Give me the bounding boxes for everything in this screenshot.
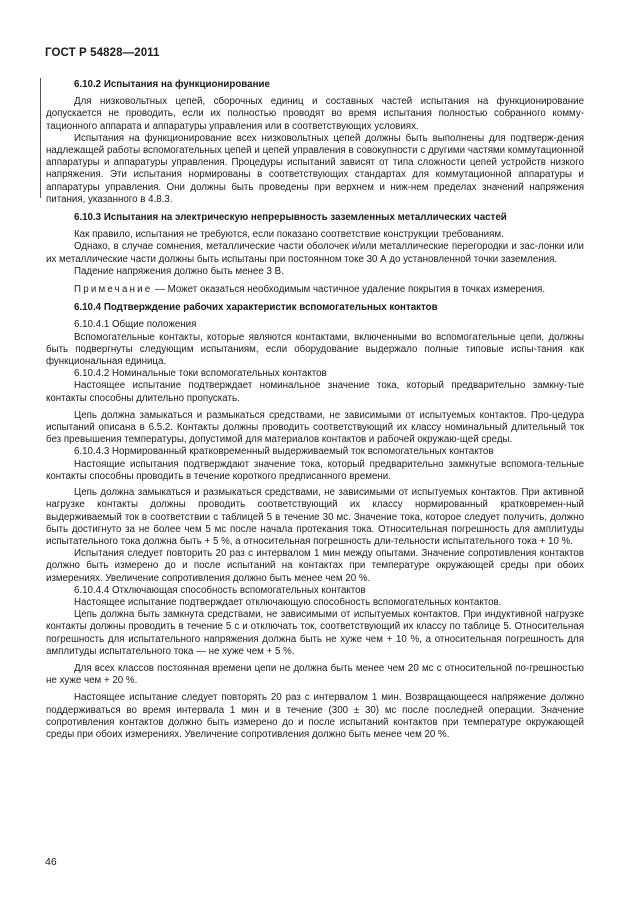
paragraph: Для всех классов постоянная времени цепи не должна быть менее чем 20 мс с относительной по-грешностью не хуже чем + 20 %.: [46, 662, 584, 687]
paragraph: Для низковольтных цепей, сборочных единиц и составных частей испытания на функционирование допускается не проводить, если их полностью проводят во время испытания полностью собранного комму-тационного аппарата и аппаратуры управления или в соответствующих условиях.: [46, 96, 584, 132]
paragraph: Падение напряжения должно быть менее 3 В.: [74, 265, 284, 277]
subsection-heading: 6.10.4.1 Общие положения: [74, 319, 197, 331]
subsection-heading: 6.10.4.2 Номинальные токи вспомогательных контактов: [74, 368, 327, 380]
paragraph: Цепь должна быть замкнута средствами, не зависимыми от испытуемых контактов. При индуктивной нагрузке контакты должны проводить в течение 5 с и отключать ток, соответствующий их классу по таблице 5. Относительная погрешность для испытательного напряжения должна быть не хуже чем + 10 %, а относительная погрешность для амплитуды испытательного тока — не хуже чем + 5 %.: [46, 609, 584, 657]
page-body: [46, 79, 584, 741]
paragraph: Цепь должна замыкаться и размыкаться средствами, не зависимыми от испытуемых контактов. Про-цедура испытаний описана в 6.5.2. Контакты должны проводить соответствующий их классу номинальный длительный ток без превышения температуры, допустимой для материалов контактов и рабочей окружаю-щей среды.: [46, 409, 584, 446]
paragraph: Испытания на функционирование всех низковольтных цепей должны быть выполнены для подтверж-дения надлежащей работы вспомогательных цепей и цепей управления в совокупности с другими частями коммутационной аппаратуры и аппаратуры управления. Процедуры испытаний зависят от типа сложности цепей устройств низкого напряжения. Эти испытания нормированы в соответствующих стандартах для коммутационной аппаратуры и аппаратуры управления. Они должны быть проведены при верхнем и ниж-нем пределах значений напряжения питания, указанного в 4.8.3.: [46, 132, 584, 205]
note: [46, 284, 584, 296]
section-heading-6-10-4: 6.10.4 Подтверждение рабочих характеристик вспомогательных контактов: [74, 302, 438, 314]
document-header: ГОСТ Р 54828—2011: [45, 47, 160, 59]
note-text: — Может оказаться необходимым частичное удаление покрытия в точках измерения.: [152, 284, 546, 296]
margin-rule: [40, 78, 41, 198]
paragraph: Как правило, испытания не требуются, если показано соответствие конструкции требованиям.: [74, 229, 504, 241]
paragraph: Настоящее испытание подтверждает отключающую способность вспомогательных контактов.: [74, 596, 502, 608]
paragraph: Настоящее испытание подтверждает номинальное значение тока, который предварительно замкну-тые контакты способны длительно пропускать.: [46, 380, 584, 404]
paragraph: Настоящие испытания подтверждают значение тока, который предварительно замкнутые вспомога-тельные контакты способны проводить в течение короткого предписанного времени.: [46, 458, 584, 482]
section-heading-6-10-2: 6.10.2 Испытания на функционирование: [74, 79, 270, 90]
note-label: Примечание: [74, 284, 153, 296]
page-number: 46: [45, 856, 57, 868]
section-heading-6-10-3: 6.10.3 Испытания на электрическую непрерывность заземленных металлических частей: [74, 212, 507, 224]
subsection-heading: 6.10.4.4 Отключающая способность вспомогательных контактов: [74, 584, 366, 596]
paragraph: Вспомогательные контакты, которые являются контактами, включенными во вспомогательные цепи, должны быть подвергнуты следующим испытаниям, если оборудование выдержало полные типовые испы-тания как функциональная единица.: [46, 331, 584, 368]
paragraph: Испытания следует повторить 20 раз с интервалом 1 мин между опытами. Значение сопротивления контактов должно быть измерено до и после испытаний на контактах при температуре окружающей среды при обоих измерениях. Увеличение сопротивления должно быть менее чем 20 %.: [46, 548, 584, 584]
paragraph: Цепь должна замыкаться и размыкаться средствами, не зависимыми от испытуемых контактов. При активной нагрузке контакты должны проводить соответствующий их классу нормированный кратковремен-ный выдерживаемый ток в соответствии с таблицей 5 в течение 30 мс. Значение тока, которое следует получить, должно быть достигнуто за не более чем 5 мс после начала протекания тока. Относительная погрешность для амплитуды испытательного тока должна быть + 5 %, а относительная погрешность дли-тельности испытательного тока + 10 %.: [46, 487, 584, 547]
subsection-heading: 6.10.4.3 Нормированный кратковременный выдерживаемый ток вспомогательных контактов: [74, 446, 494, 458]
paragraph: Однако, в случае сомнения, металлические части оболочек и/или металлические перегородки и зас-лонки или их металлические части должны быть испытаны при постоянном токе 30 А до установленной точки заземления.: [46, 241, 584, 265]
paragraph: Настоящее испытание следует повторять 20 раз с интервалом 1 мин. Возвращающееся напряжение должно поддерживаться во время интервала 1 мин и в течение (300 ± 30) мс после последней операции. Значение сопротивления контактов должно быть измерено до и после испытаний контактов при температуре окружающей среды при обоих измерениях. Увеличение сопротивления должно быть менее чем 20 %.: [46, 692, 584, 740]
